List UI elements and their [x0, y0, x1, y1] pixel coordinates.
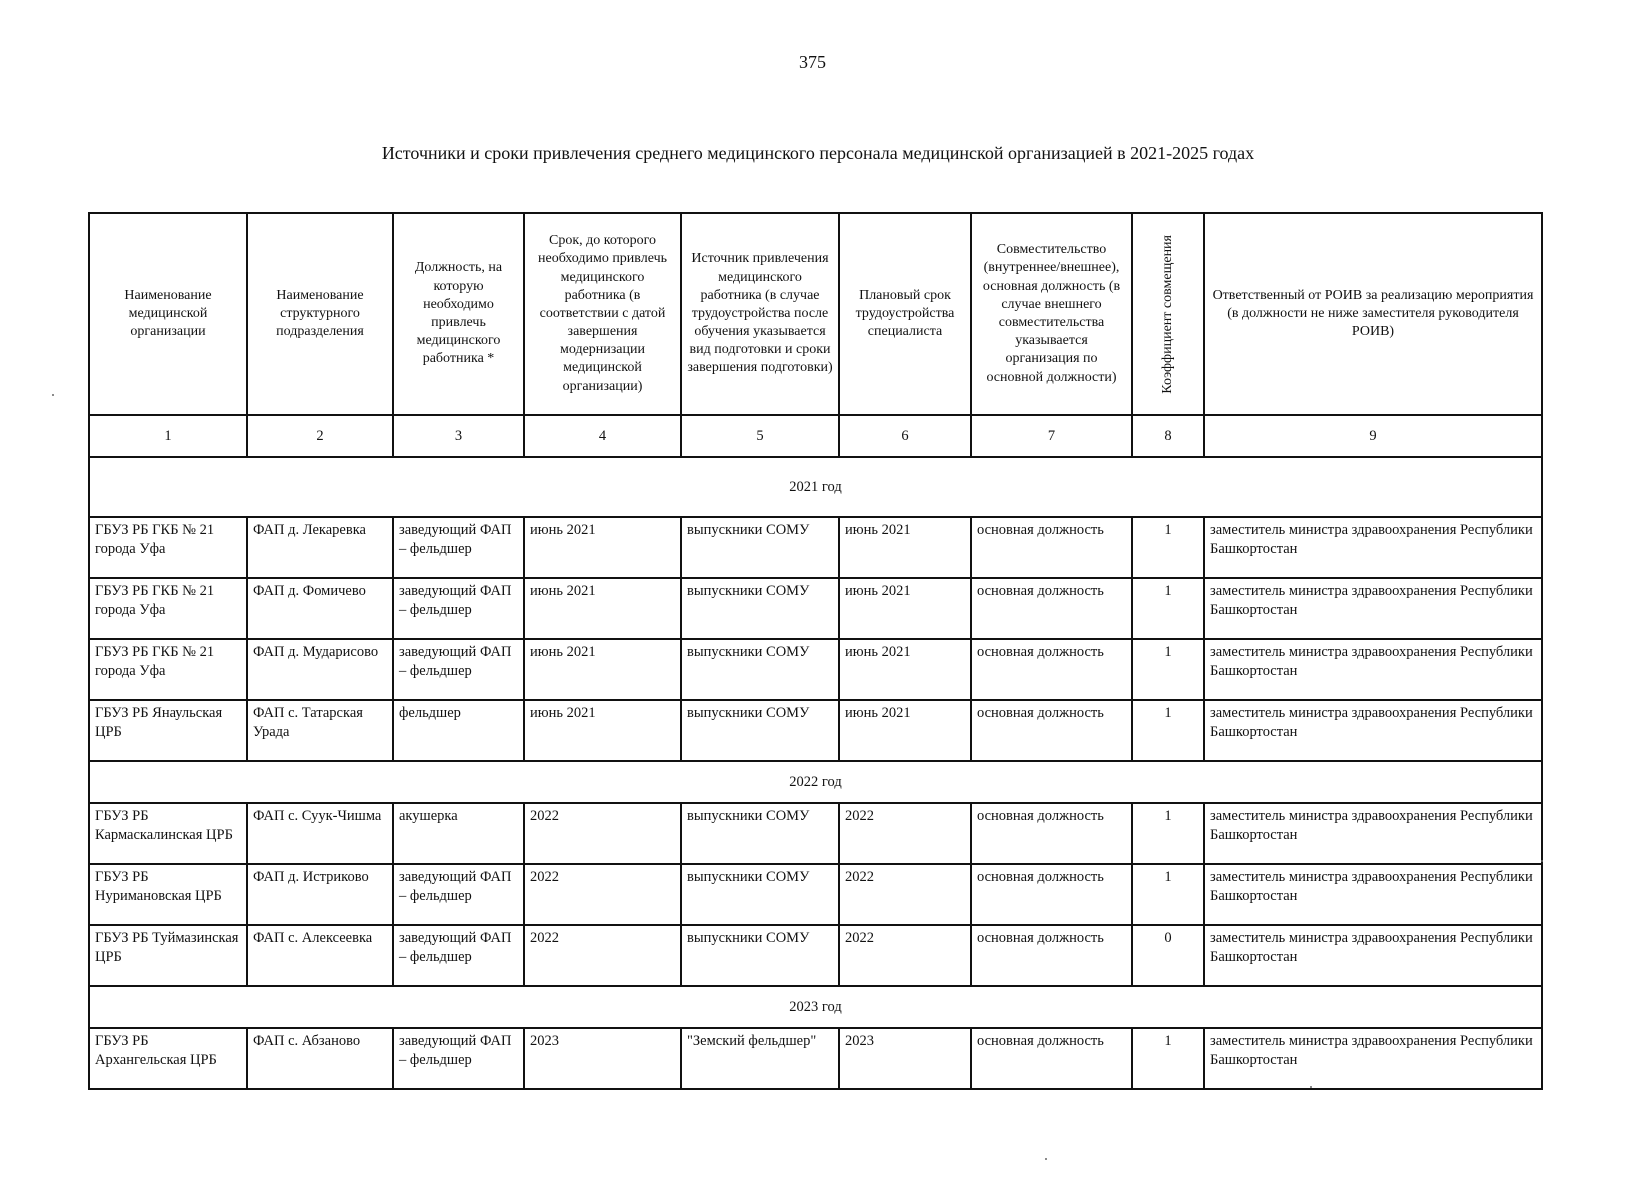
column-number: 3: [393, 415, 524, 457]
column-header-coefficient: [1132, 213, 1204, 415]
cell-organization: ГБУЗ РБ Янаульская ЦРБ: [89, 700, 247, 761]
column-header-source: Источник привлечения медицинского работника (в случае трудоустройства после обучения указывается вид подготовки и сроки завершения подготовки): [681, 213, 839, 415]
cell-coefficient: 1: [1132, 578, 1204, 639]
table-row: [89, 700, 1542, 761]
cell-coefficient: 1: [1132, 803, 1204, 864]
page-number: 375: [799, 52, 826, 72]
cell-deadline: июнь 2021: [524, 639, 681, 700]
cell-planned-employment: 2022: [839, 925, 971, 986]
column-number: 7: [971, 415, 1132, 457]
column-number: 9: [1204, 415, 1542, 457]
cell-deadline: 2022: [524, 925, 681, 986]
column-number: 5: [681, 415, 839, 457]
scan-speck: [52, 394, 54, 396]
cell-source: выпускники СОМУ: [681, 925, 839, 986]
cell-responsible: заместитель министра здравоохранения Республики Башкортостан: [1204, 864, 1542, 925]
cell-responsible: заместитель министра здравоохранения Республики Башкортостан: [1204, 803, 1542, 864]
column-number-row: [89, 415, 1542, 457]
year-label: 2023 год: [89, 986, 1542, 1028]
year-group-row: [89, 457, 1542, 517]
table-row: [89, 864, 1542, 925]
cell-organization: ГБУЗ РБ Нуримановская ЦРБ: [89, 864, 247, 925]
cell-source: "Земский фельдшер": [681, 1028, 839, 1089]
table-row: [89, 578, 1542, 639]
table-body: [89, 457, 1542, 1089]
cell-position: фельдшер: [393, 700, 524, 761]
cell-position: заведующий ФАП – фельдшер: [393, 517, 524, 578]
cell-source: выпускники СОМУ: [681, 517, 839, 578]
cell-combination: основная должность: [971, 864, 1132, 925]
cell-planned-employment: 2022: [839, 864, 971, 925]
cell-position: акушерка: [393, 803, 524, 864]
column-header-combination: Совместительство (внутреннее/внешнее), основная должность (в случае внешнего совместительства указывается организация по основной должности): [971, 213, 1132, 415]
cell-combination: основная должность: [971, 1028, 1132, 1089]
year-group-row: [89, 761, 1542, 803]
cell-planned-employment: 2023: [839, 1028, 971, 1089]
cell-organization: ГБУЗ РБ ГКБ № 21 города Уфа: [89, 639, 247, 700]
table-row: [89, 1028, 1542, 1089]
scan-speck: [1541, 860, 1543, 862]
cell-deadline: июнь 2021: [524, 517, 681, 578]
table-row: [89, 517, 1542, 578]
staffing-table: [88, 212, 1543, 1090]
cell-position: заведующий ФАП – фельдшер: [393, 1028, 524, 1089]
cell-responsible: заместитель министра здравоохранения Республики Башкортостан: [1204, 925, 1542, 986]
cell-subdivision: ФАП с. Абзаново: [247, 1028, 393, 1089]
cell-subdivision: ФАП д. Истриково: [247, 864, 393, 925]
cell-source: выпускники СОМУ: [681, 639, 839, 700]
cell-combination: основная должность: [971, 639, 1132, 700]
cell-combination: основная должность: [971, 700, 1132, 761]
cell-subdivision: ФАП с. Алексеевка: [247, 925, 393, 986]
cell-source: выпускники СОМУ: [681, 864, 839, 925]
cell-source: выпускники СОМУ: [681, 700, 839, 761]
cell-subdivision: ФАП д. Мударисово: [247, 639, 393, 700]
column-header-planned-employment: Плановый срок трудоустройства специалиста: [839, 213, 971, 415]
column-header-deadline: Срок, до которого необходимо привлечь медицинского работника (в соответствии с датой завершения модернизации медицинской организации): [524, 213, 681, 415]
scan-speck: [1045, 1158, 1047, 1160]
cell-subdivision: ФАП д. Фомичево: [247, 578, 393, 639]
cell-planned-employment: июнь 2021: [839, 639, 971, 700]
document-title: Источники и сроки привлечения среднего медицинского персонала медицинской организацией в 2021-2025 годах: [381, 143, 1255, 163]
cell-combination: основная должность: [971, 803, 1132, 864]
cell-organization: ГБУЗ РБ Архангельская ЦРБ: [89, 1028, 247, 1089]
column-header-position: Должность, на которую необходимо привлечь медицинского работника *: [393, 213, 524, 415]
cell-position: заведующий ФАП – фельдшер: [393, 864, 524, 925]
table-row: [89, 639, 1542, 700]
column-number: 2: [247, 415, 393, 457]
cell-coefficient: 1: [1132, 639, 1204, 700]
cell-source: выпускники СОМУ: [681, 803, 839, 864]
header-row: [89, 213, 1542, 415]
cell-position: заведующий ФАП – фельдшер: [393, 578, 524, 639]
cell-deadline: 2022: [524, 864, 681, 925]
column-header-organization: Наименование медицинской организации: [89, 213, 247, 415]
cell-deadline: 2022: [524, 803, 681, 864]
cell-position: заведующий ФАП – фельдшер: [393, 639, 524, 700]
coefficient-header-text: Коэффициент совмещения: [1159, 234, 1175, 394]
year-label: 2022 год: [89, 761, 1542, 803]
cell-coefficient: 0: [1132, 925, 1204, 986]
cell-planned-employment: 2022: [839, 803, 971, 864]
column-header-subdivision: Наименование структурного подразделения: [247, 213, 393, 415]
cell-planned-employment: июнь 2021: [839, 517, 971, 578]
cell-organization: ГБУЗ РБ Туймазинская ЦРБ: [89, 925, 247, 986]
cell-responsible: заместитель министра здравоохранения Республики Башкортостан: [1204, 639, 1542, 700]
cell-organization: ГБУЗ РБ ГКБ № 21 города Уфа: [89, 517, 247, 578]
column-number: 1: [89, 415, 247, 457]
cell-position: заведующий ФАП – фельдшер: [393, 925, 524, 986]
cell-deadline: июнь 2021: [524, 578, 681, 639]
table-row: [89, 925, 1542, 986]
cell-subdivision: ФАП д. Лекаревка: [247, 517, 393, 578]
cell-deadline: июнь 2021: [524, 700, 681, 761]
cell-responsible: заместитель министра здравоохранения Республики Башкортостан: [1204, 700, 1542, 761]
cell-source: выпускники СОМУ: [681, 578, 839, 639]
year-group-row: [89, 986, 1542, 1028]
cell-coefficient: 1: [1132, 864, 1204, 925]
scan-speck: [1310, 1086, 1312, 1088]
table-row: [89, 803, 1542, 864]
cell-organization: ГБУЗ РБ ГКБ № 21 города Уфа: [89, 578, 247, 639]
cell-subdivision: ФАП с. Татарская Урада: [247, 700, 393, 761]
cell-planned-employment: июнь 2021: [839, 578, 971, 639]
cell-organization: ГБУЗ РБ Кармаскалинская ЦРБ: [89, 803, 247, 864]
cell-responsible: заместитель министра здравоохранения Республики Башкортостан: [1204, 578, 1542, 639]
year-label: 2021 год: [89, 457, 1542, 517]
column-number: 4: [524, 415, 681, 457]
cell-coefficient: 1: [1132, 517, 1204, 578]
cell-coefficient: 1: [1132, 700, 1204, 761]
column-number: 6: [839, 415, 971, 457]
column-header-responsible: Ответственный от РОИВ за реализацию мероприятия (в должности не ниже заместителя руководителя РОИВ): [1204, 213, 1542, 415]
cell-deadline: 2023: [524, 1028, 681, 1089]
cell-responsible: заместитель министра здравоохранения Республики Башкортостан: [1204, 517, 1542, 578]
cell-planned-employment: июнь 2021: [839, 700, 971, 761]
cell-responsible: заместитель министра здравоохранения Республики Башкортостан: [1204, 1028, 1542, 1089]
cell-coefficient: 1: [1132, 1028, 1204, 1089]
cell-subdivision: ФАП с. Суук-Чишма: [247, 803, 393, 864]
cell-combination: основная должность: [971, 925, 1132, 986]
cell-combination: основная должность: [971, 517, 1132, 578]
column-number: 8: [1132, 415, 1204, 457]
cell-combination: основная должность: [971, 578, 1132, 639]
